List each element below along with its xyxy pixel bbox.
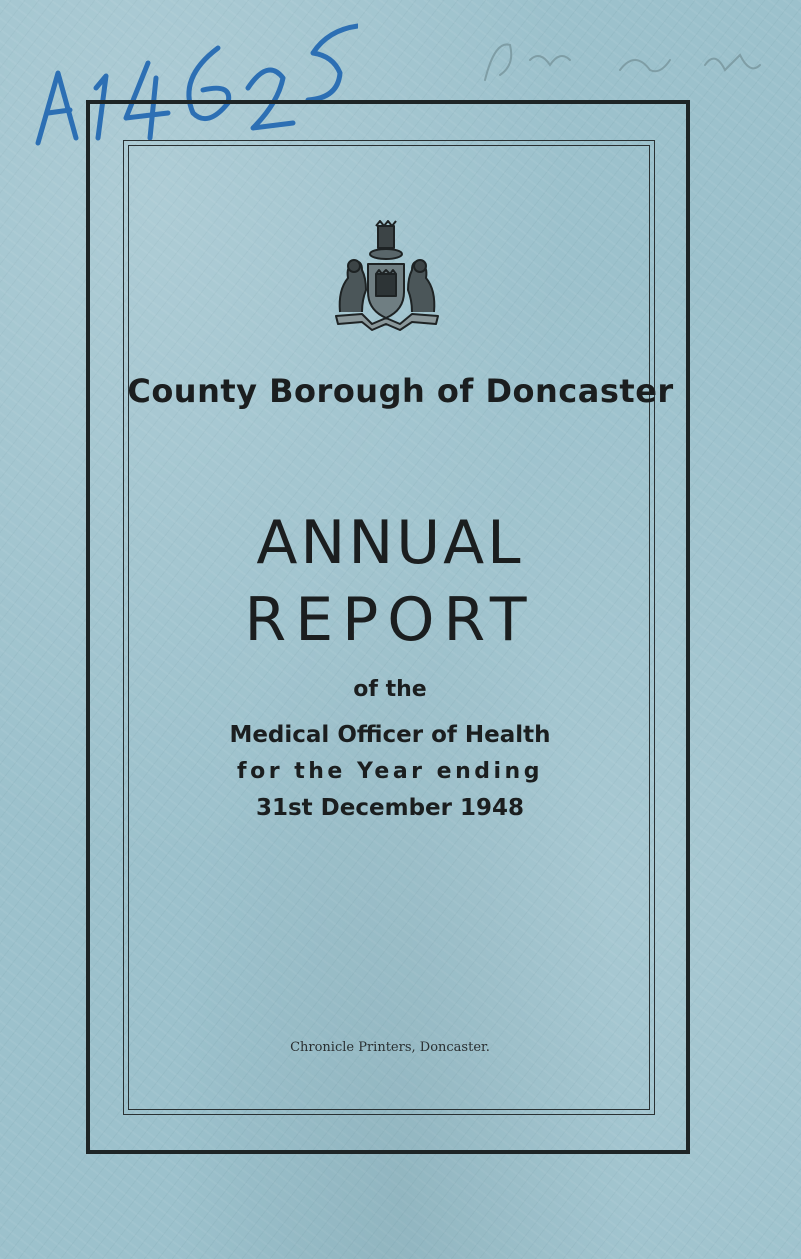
report-title-report: REPORT bbox=[244, 585, 536, 655]
report-title-annual: ANNUAL bbox=[256, 508, 524, 578]
subtitle-period: for the Year ending bbox=[237, 759, 543, 784]
report-date: 31st December 1948 bbox=[255, 795, 524, 821]
subtitle-of-the: of the bbox=[353, 677, 427, 702]
pencil-annotation bbox=[470, 20, 770, 100]
subtitle-officer: Medical Officer of Health bbox=[229, 722, 551, 748]
printer-imprint: Chronicle Printers, Doncaster. bbox=[290, 1040, 490, 1055]
borough-title: County Borough of Doncaster bbox=[127, 372, 674, 410]
borough-coat-of-arms bbox=[332, 220, 442, 332]
